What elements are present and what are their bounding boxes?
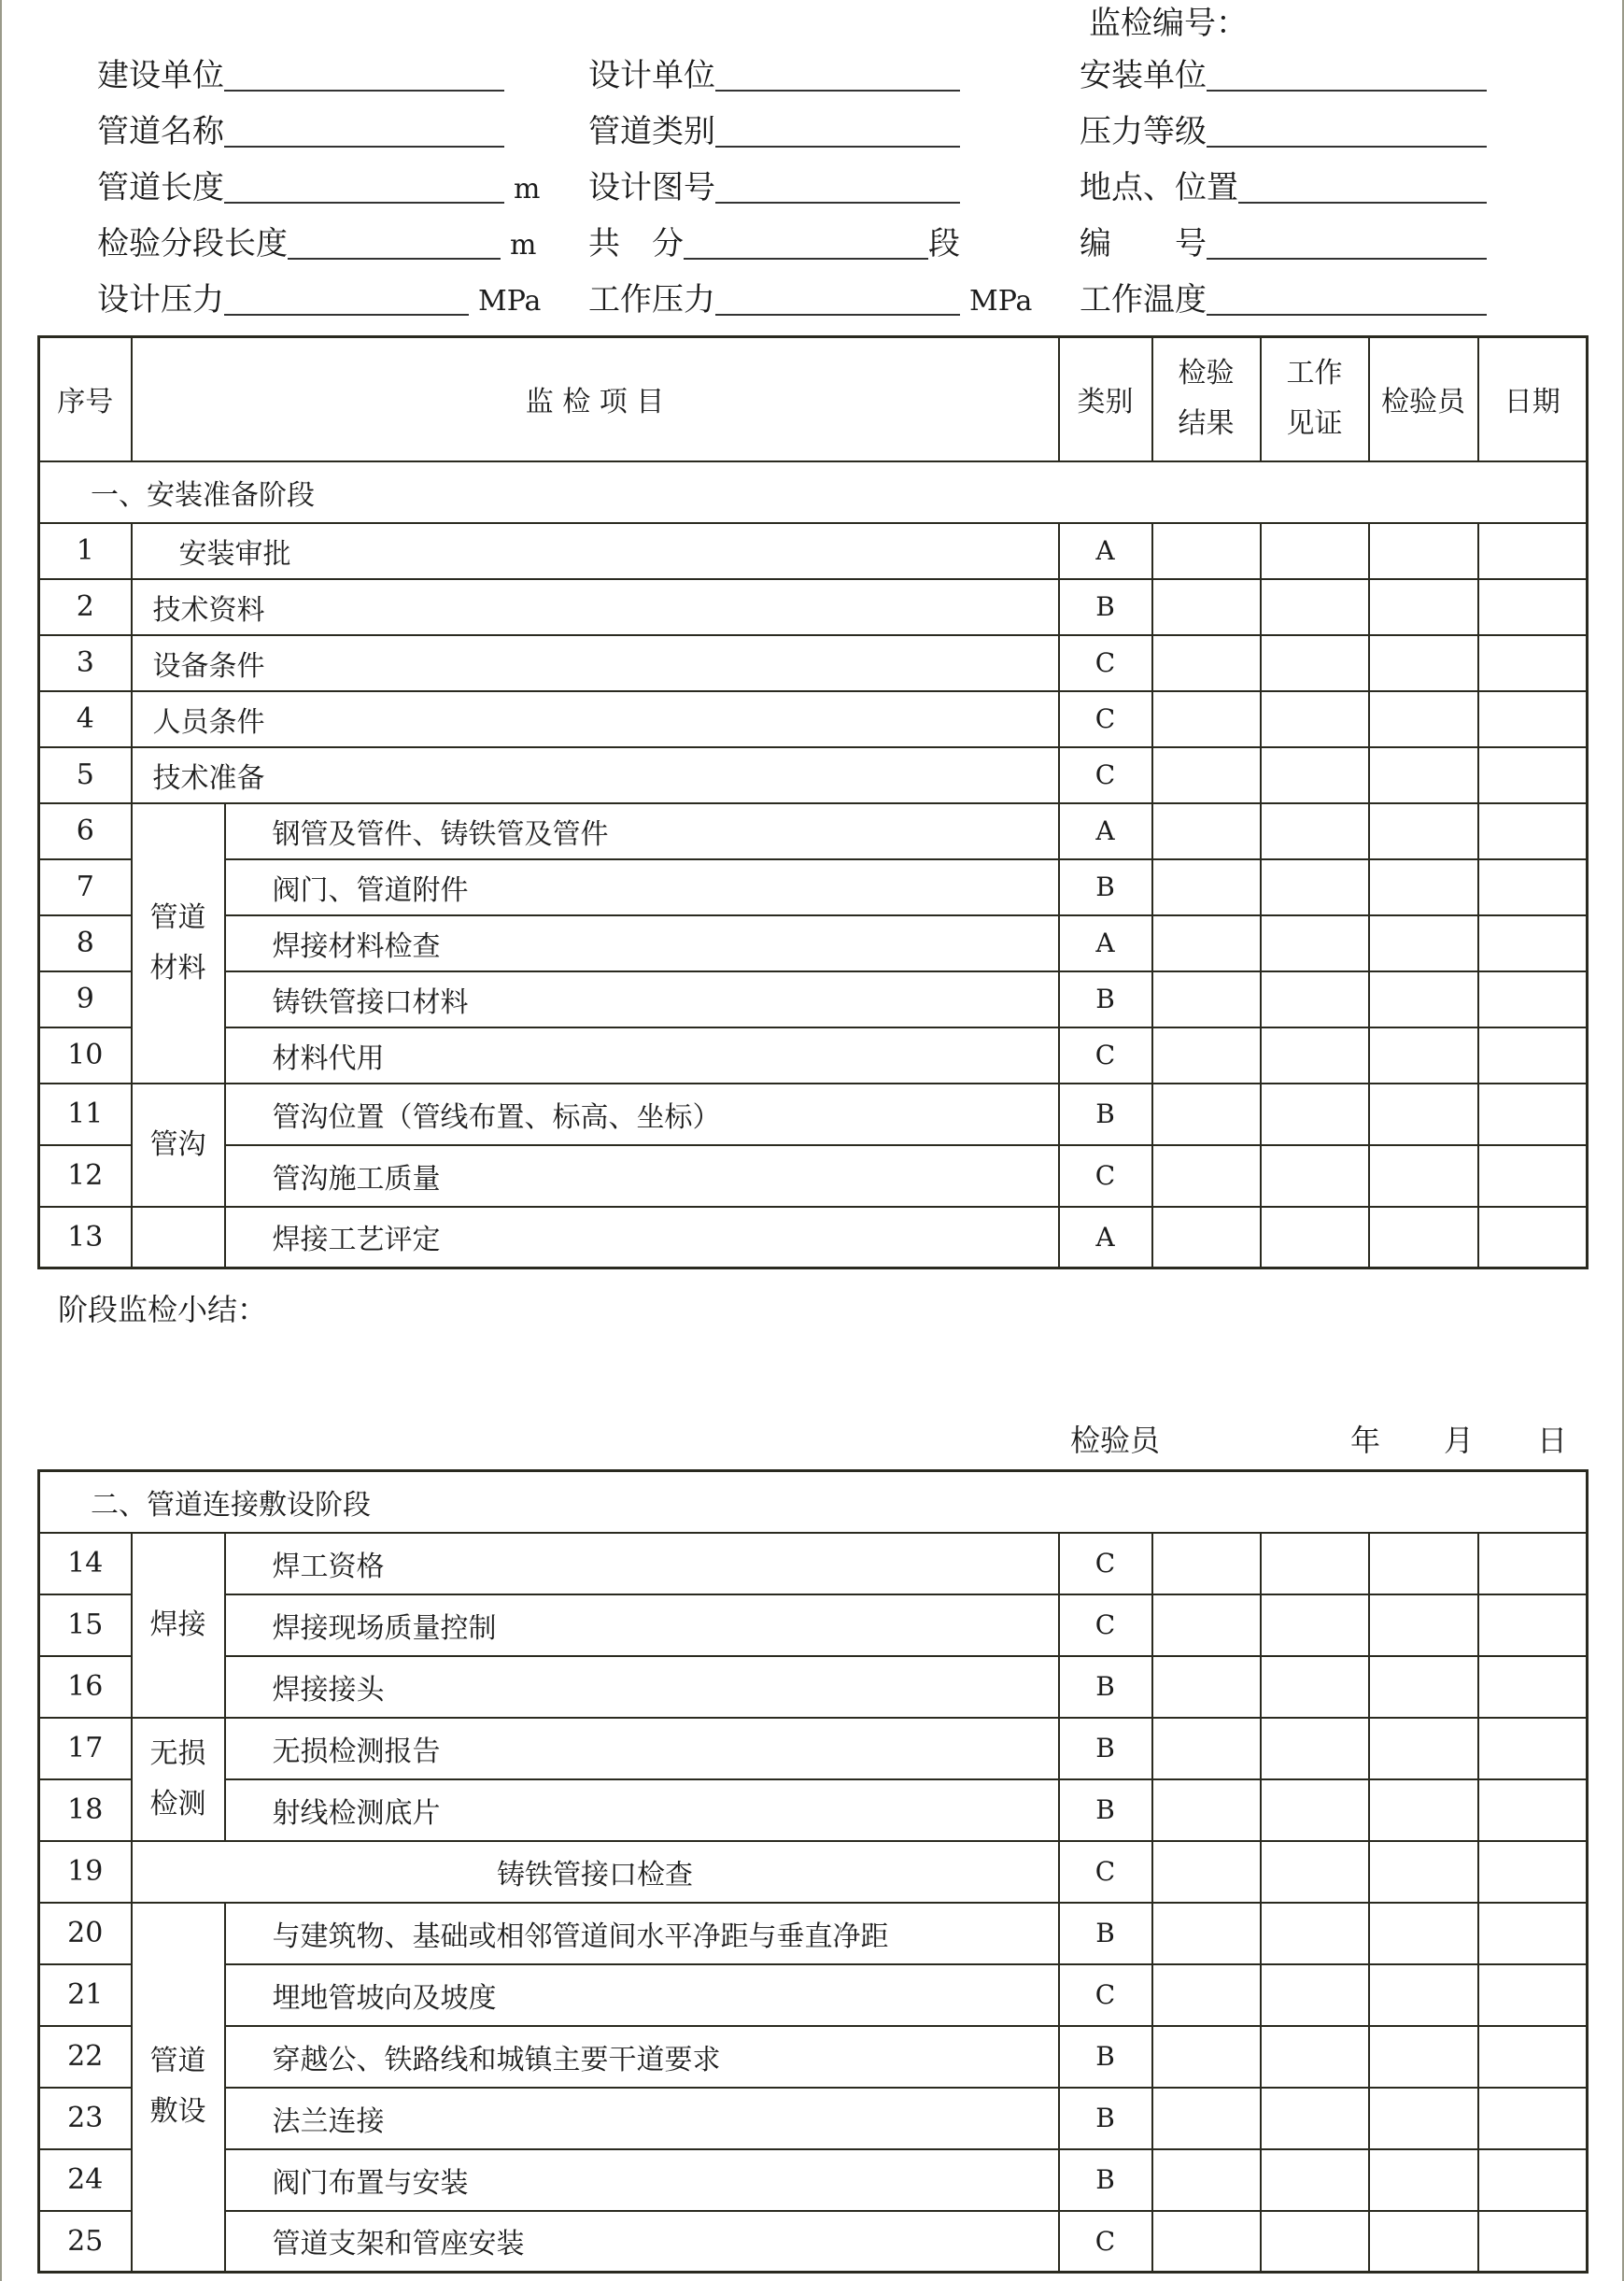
summary-inspector-label: 检验员: [1070, 1423, 1161, 1458]
row-no: 11: [39, 1084, 132, 1145]
table-row: [39, 915, 1588, 971]
row-item: 与建筑物、基础或相邻管道间水平净距与垂直净距: [225, 1903, 1059, 1964]
row-no: 2: [39, 579, 132, 635]
inspector-cell[interactable]: [1369, 747, 1478, 803]
row-no: 10: [39, 1027, 132, 1084]
row-no: 8: [39, 915, 132, 971]
row-category: C: [1059, 1533, 1152, 1594]
group-ndt-line1: 无损: [149, 1736, 206, 1770]
row-no: 20: [39, 1903, 132, 1964]
row-item: 阀门、管道附件: [225, 859, 1059, 915]
row-category: B: [1059, 1084, 1152, 1145]
header-inspector: 检验员: [1369, 337, 1478, 461]
witness-cell[interactable]: [1261, 691, 1369, 747]
row-no: 1: [39, 523, 132, 579]
row-category: B: [1059, 2026, 1152, 2088]
row-item: 技术资料: [132, 579, 1059, 635]
header-result-line2: 结果: [1178, 407, 1235, 441]
row-category: C: [1059, 747, 1152, 803]
result-cell[interactable]: [1152, 523, 1261, 579]
drawing-no-label: 设计图号: [588, 169, 715, 206]
page-left-edge: [0, 0, 2, 2281]
row-no: 4: [39, 691, 132, 747]
result-cell[interactable]: [1152, 1145, 1261, 1207]
date-cell[interactable]: [1478, 1964, 1588, 2026]
row-item: 钢管及管件、铸铁管及管件: [225, 803, 1059, 859]
header-item: 监 检 项 目: [132, 337, 1059, 461]
serial-no-field[interactable]: [1080, 226, 1487, 260]
result-cell[interactable]: [1152, 1207, 1261, 1268]
date-cell[interactable]: [1478, 579, 1588, 635]
row-category: C: [1059, 635, 1152, 691]
date-cell[interactable]: [1478, 635, 1588, 691]
inspector-cell[interactable]: [1369, 915, 1478, 971]
table-row: [39, 635, 1588, 691]
table-row: [39, 523, 1588, 579]
date-cell[interactable]: [1478, 915, 1588, 971]
date-cell[interactable]: [1478, 1841, 1588, 1903]
result-cell[interactable]: [1152, 971, 1261, 1027]
row-no: 17: [39, 1718, 132, 1779]
inspector-cell[interactable]: [1369, 1027, 1478, 1084]
inspection-number-label: 监检编号：: [1089, 5, 1248, 42]
group-welding: 焊接: [132, 1533, 225, 1718]
segment-total-prefix: 共 分: [588, 225, 684, 262]
date-cell[interactable]: [1478, 523, 1588, 579]
table-row: [39, 1084, 1588, 1145]
result-cell[interactable]: [1152, 1027, 1261, 1084]
date-cell[interactable]: [1478, 2088, 1588, 2149]
table-row: [39, 747, 1588, 803]
table-row: [39, 1718, 1588, 1779]
inspector-cell[interactable]: [1369, 1533, 1478, 1594]
section-title: 二、管道连接敷设阶段: [39, 1471, 1588, 1533]
row-no: 24: [39, 2149, 132, 2211]
result-cell[interactable]: [1152, 1656, 1261, 1718]
row-no: 21: [39, 1964, 132, 2026]
witness-cell[interactable]: [1261, 1779, 1369, 1841]
result-cell[interactable]: [1152, 691, 1261, 747]
designer-field[interactable]: [588, 58, 960, 92]
inspector-cell[interactable]: [1369, 2026, 1478, 2088]
inspection-table-stage-1: [37, 335, 1589, 1269]
row-item: 无损检测报告: [225, 1718, 1059, 1779]
row-item: 焊接接头: [225, 1656, 1059, 1718]
design-pressure-unit: MPa: [478, 285, 542, 318]
table-row: [39, 1656, 1588, 1718]
header-witness-line2: 见证: [1286, 407, 1343, 441]
row-category: B: [1059, 859, 1152, 915]
row-no: 23: [39, 2088, 132, 2149]
builder-field[interactable]: [97, 58, 504, 92]
group-laying-line2: 敷设: [149, 2095, 206, 2129]
table-row: [39, 2088, 1588, 2149]
row-no: 5: [39, 747, 132, 803]
witness-cell[interactable]: [1261, 1903, 1369, 1964]
header-witness-line1: 工作: [1286, 357, 1343, 390]
stage-summary-label: 阶段监检小结：: [58, 1292, 268, 1327]
row-category: B: [1059, 1718, 1152, 1779]
segment-total-suffix: 段: [928, 225, 960, 262]
header-witness: [1261, 337, 1369, 461]
inspector-cell[interactable]: [1369, 1903, 1478, 1964]
inspector-cell[interactable]: [1369, 1964, 1478, 2026]
row-item: 人员条件: [132, 691, 1059, 747]
drawing-no-field[interactable]: [588, 170, 960, 204]
result-cell[interactable]: [1152, 747, 1261, 803]
witness-cell[interactable]: [1261, 635, 1369, 691]
date-cell[interactable]: [1478, 1779, 1588, 1841]
witness-cell[interactable]: [1261, 915, 1369, 971]
witness-cell[interactable]: [1261, 2026, 1369, 2088]
row-category: B: [1059, 2088, 1152, 2149]
group-material-line1: 管道: [149, 900, 206, 934]
pressure-class-field[interactable]: [1080, 114, 1487, 148]
summary-day-label: 日: [1537, 1423, 1568, 1458]
row-category: A: [1059, 1207, 1152, 1268]
inspector-cell[interactable]: [1369, 2088, 1478, 2149]
header-no: 序号: [39, 337, 132, 461]
row-item: 焊接工艺评定: [225, 1207, 1059, 1268]
header-result: [1152, 337, 1261, 461]
date-cell[interactable]: [1478, 2026, 1588, 2088]
row-category: A: [1059, 523, 1152, 579]
table-row: [39, 1841, 1588, 1903]
pipe-name-label: 管道名称: [97, 113, 224, 150]
row-item: 管沟位置（管线布置、标高、坐标）: [225, 1084, 1059, 1145]
table-header-row: [39, 337, 1588, 461]
date-cell[interactable]: [1478, 1903, 1588, 1964]
row-item: 法兰连接: [225, 2088, 1059, 2149]
result-cell[interactable]: [1152, 2149, 1261, 2211]
design-pressure-label: 设计压力: [97, 281, 224, 319]
location-label: 地点、位置: [1080, 169, 1238, 206]
row-item: 设备条件: [132, 635, 1059, 691]
row-item: 技术准备: [132, 747, 1059, 803]
row-item: 射线检测底片: [225, 1779, 1059, 1841]
row-item: 铸铁管接口材料: [225, 971, 1059, 1027]
row-item: 穿越公、铁路线和城镇主要干道要求: [225, 2026, 1059, 2088]
row-category: B: [1059, 971, 1152, 1027]
date-cell[interactable]: [1478, 1718, 1588, 1779]
table-row: [39, 859, 1588, 915]
inspector-cell[interactable]: [1369, 1841, 1478, 1903]
table-row: [39, 971, 1588, 1027]
row-item: 焊工资格: [225, 1533, 1059, 1594]
inspector-cell[interactable]: [1369, 971, 1478, 1027]
row-item: 铸铁管接口检查: [132, 1841, 1059, 1903]
result-cell[interactable]: [1152, 2088, 1261, 2149]
result-cell[interactable]: [1152, 1964, 1261, 2026]
date-cell[interactable]: [1478, 1084, 1588, 1145]
table-row: [39, 1027, 1588, 1084]
inspector-cell[interactable]: [1369, 635, 1478, 691]
row-category: B: [1059, 1779, 1152, 1841]
witness-cell[interactable]: [1261, 803, 1369, 859]
group-ndt-line2: 检测: [149, 1787, 206, 1821]
row-category: B: [1059, 579, 1152, 635]
row-category: B: [1059, 1903, 1152, 1964]
group-pipe-laying: [132, 1903, 225, 2273]
summary-month-label: 月: [1444, 1423, 1475, 1458]
row-no: 12: [39, 1145, 132, 1207]
row-no: 13: [39, 1207, 132, 1268]
date-cell[interactable]: [1478, 691, 1588, 747]
date-cell[interactable]: [1478, 1207, 1588, 1268]
result-cell[interactable]: [1152, 2026, 1261, 2088]
inspector-cell[interactable]: [1369, 579, 1478, 635]
inspector-cell[interactable]: [1369, 1779, 1478, 1841]
inspector-cell[interactable]: [1369, 2211, 1478, 2273]
row-category: B: [1059, 2149, 1152, 2211]
witness-cell[interactable]: [1261, 1145, 1369, 1207]
pipe-length-unit: m: [514, 173, 541, 205]
inspector-cell[interactable]: [1369, 1594, 1478, 1656]
row-category: A: [1059, 803, 1152, 859]
result-cell[interactable]: [1152, 1718, 1261, 1779]
inspector-cell[interactable]: [1369, 1207, 1478, 1268]
witness-cell[interactable]: [1261, 1084, 1369, 1145]
table-row: [39, 2149, 1588, 2211]
row-item: 焊接材料检查: [225, 915, 1059, 971]
row-item: 安装审批: [132, 523, 1059, 579]
inspector-cell[interactable]: [1369, 1656, 1478, 1718]
pipe-length-field[interactable]: [97, 170, 540, 204]
inspector-cell[interactable]: [1369, 1145, 1478, 1207]
row-category: C: [1059, 691, 1152, 747]
result-cell[interactable]: [1152, 1533, 1261, 1594]
witness-cell[interactable]: [1261, 579, 1369, 635]
pipe-category-label: 管道类别: [588, 113, 715, 150]
inspector-cell[interactable]: [1369, 1718, 1478, 1779]
row-no: 25: [39, 2211, 132, 2273]
table-row: [39, 1594, 1588, 1656]
table-row: [39, 1207, 1588, 1268]
witness-cell[interactable]: [1261, 1841, 1369, 1903]
summary-year-label: 年: [1350, 1423, 1381, 1458]
witness-cell[interactable]: [1261, 1533, 1369, 1594]
witness-cell[interactable]: [1261, 1964, 1369, 2026]
table-row: [39, 1779, 1588, 1841]
date-cell[interactable]: [1478, 971, 1588, 1027]
row-category: C: [1059, 2211, 1152, 2273]
table-row: [39, 579, 1588, 635]
witness-cell[interactable]: [1261, 2088, 1369, 2149]
result-cell[interactable]: [1152, 579, 1261, 635]
table-row: [39, 1903, 1588, 1964]
table-row: [39, 2211, 1588, 2273]
witness-cell[interactable]: [1261, 971, 1369, 1027]
row-item: 管道支架和管座安装: [225, 2211, 1059, 2273]
date-cell[interactable]: [1478, 859, 1588, 915]
inspector-cell[interactable]: [1369, 523, 1478, 579]
location-field[interactable]: [1080, 170, 1487, 204]
table-row: [39, 1145, 1588, 1207]
section-row: [39, 461, 1588, 523]
row-no: 9: [39, 971, 132, 1027]
design-pressure-field[interactable]: [97, 281, 542, 319]
segment-total-field[interactable]: [588, 226, 960, 260]
section-title: 一、安装准备阶段: [39, 461, 1588, 523]
witness-cell[interactable]: [1261, 1656, 1369, 1718]
witness-cell[interactable]: [1261, 523, 1369, 579]
witness-cell[interactable]: [1261, 859, 1369, 915]
row-category: B: [1059, 1656, 1152, 1718]
date-cell[interactable]: [1478, 2211, 1588, 2273]
row-category: C: [1059, 1841, 1152, 1903]
serial-no-label: 编 号: [1080, 225, 1207, 262]
table-row: [39, 2026, 1588, 2088]
result-cell[interactable]: [1152, 1779, 1261, 1841]
row-item: 管沟施工质量: [225, 1145, 1059, 1207]
row-category: A: [1059, 915, 1152, 971]
row-no: 16: [39, 1656, 132, 1718]
row-category: C: [1059, 1145, 1152, 1207]
row-item: 埋地管坡向及坡度: [225, 1964, 1059, 2026]
inspector-cell[interactable]: [1369, 2149, 1478, 2211]
inspector-cell[interactable]: [1369, 859, 1478, 915]
date-cell[interactable]: [1478, 1656, 1588, 1718]
result-cell[interactable]: [1152, 2211, 1261, 2273]
witness-cell[interactable]: [1261, 1207, 1369, 1268]
witness-cell[interactable]: [1261, 1027, 1369, 1084]
row-category: C: [1059, 1964, 1152, 2026]
row-no: 6: [39, 803, 132, 859]
witness-cell[interactable]: [1261, 2211, 1369, 2273]
segment-length-label: 检验分段长度: [97, 225, 288, 262]
table-row: [39, 691, 1588, 747]
result-cell[interactable]: [1152, 635, 1261, 691]
date-cell[interactable]: [1478, 803, 1588, 859]
result-cell[interactable]: [1152, 915, 1261, 971]
witness-cell[interactable]: [1261, 747, 1369, 803]
date-cell[interactable]: [1478, 1594, 1588, 1656]
group-laying-line1: 管道: [149, 2045, 206, 2078]
date-cell[interactable]: [1478, 1027, 1588, 1084]
inspection-table-stage-2: [37, 1469, 1589, 2274]
witness-cell[interactable]: [1261, 1718, 1369, 1779]
result-cell[interactable]: [1152, 1903, 1261, 1964]
installer-field[interactable]: [1080, 58, 1487, 92]
row-item: 阀门布置与安装: [225, 2149, 1059, 2211]
builder-label: 建设单位: [97, 57, 224, 94]
witness-cell[interactable]: [1261, 2149, 1369, 2211]
date-cell[interactable]: [1478, 747, 1588, 803]
table-row: [39, 803, 1588, 859]
result-cell[interactable]: [1152, 859, 1261, 915]
result-cell[interactable]: [1152, 1594, 1261, 1656]
work-pressure-unit: MPa: [969, 285, 1033, 318]
designer-label: 设计单位: [588, 57, 715, 94]
inspector-cell[interactable]: [1369, 691, 1478, 747]
row-item: 材料代用: [225, 1027, 1059, 1084]
row-no: 19: [39, 1841, 132, 1903]
section-row: [39, 1471, 1588, 1533]
row-no: 7: [39, 859, 132, 915]
date-cell[interactable]: [1478, 2149, 1588, 2211]
row-no: 22: [39, 2026, 132, 2088]
pressure-class-label: 压力等级: [1080, 113, 1207, 150]
row-no: 15: [39, 1594, 132, 1656]
header-category: 类别: [1059, 337, 1152, 461]
result-cell[interactable]: [1152, 803, 1261, 859]
row-no: 3: [39, 635, 132, 691]
table-row: [39, 1533, 1588, 1594]
work-temperature-label: 工作温度: [1080, 281, 1207, 319]
work-pressure-label: 工作压力: [588, 281, 715, 319]
result-cell[interactable]: [1152, 1841, 1261, 1903]
group-pipe-material: [132, 803, 225, 1084]
group-trench: 管沟: [132, 1084, 225, 1207]
result-cell[interactable]: [1152, 1084, 1261, 1145]
row-category: C: [1059, 1027, 1152, 1084]
header-result-line1: 检验: [1178, 357, 1235, 390]
installer-label: 安装单位: [1080, 57, 1207, 94]
work-pressure-field[interactable]: [588, 281, 1033, 319]
date-cell[interactable]: [1478, 1533, 1588, 1594]
work-temperature-field[interactable]: [1080, 281, 1487, 319]
witness-cell[interactable]: [1261, 1594, 1369, 1656]
group-material-line2: 材料: [149, 951, 206, 985]
row-no: 18: [39, 1779, 132, 1841]
header-date: 日期: [1478, 337, 1588, 461]
pipe-length-label: 管道长度: [97, 169, 224, 206]
pipe-name-field[interactable]: [97, 114, 504, 148]
table-row: [39, 1964, 1588, 2026]
row-category: C: [1059, 1594, 1152, 1656]
inspector-cell[interactable]: [1369, 803, 1478, 859]
inspector-cell[interactable]: [1369, 1084, 1478, 1145]
segment-length-field[interactable]: [97, 226, 536, 260]
segment-length-unit: m: [510, 229, 537, 262]
group-empty-cell: [132, 1207, 225, 1268]
row-item: 焊接现场质量控制: [225, 1594, 1059, 1656]
pipe-category-field[interactable]: [588, 114, 960, 148]
row-no: 14: [39, 1533, 132, 1594]
date-cell[interactable]: [1478, 1145, 1588, 1207]
group-ndt: [132, 1718, 225, 1841]
